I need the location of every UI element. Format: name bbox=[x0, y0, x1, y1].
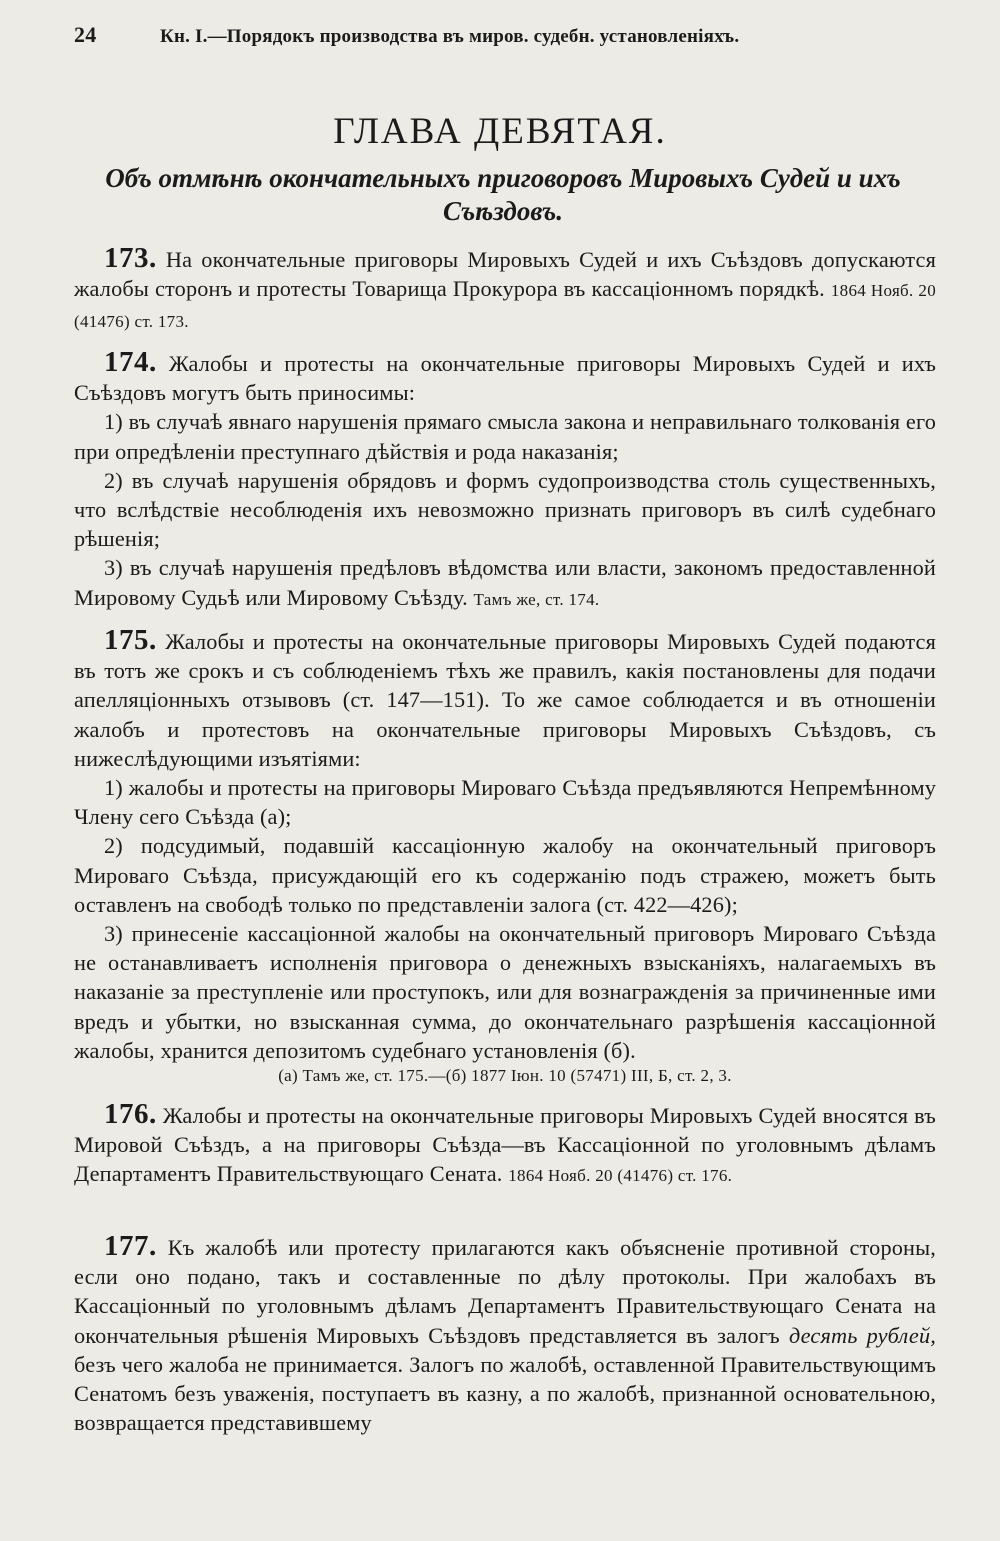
article-source: Тамъ же, ст. 174. bbox=[473, 589, 600, 609]
list-item: 2) въ случаѣ нарушенія обрядовъ и формъ судопроизводства столь существенныхъ, что вслѣдствіе несоблюденія ихъ невозможно признать приговоръ въ силѣ судебнаго рѣшенія; bbox=[74, 467, 936, 552]
list-item-text: 3) въ случаѣ нарушенія предѣловъ вѣдомства или власти, закономъ предоставленной Мировому Судьѣ или Мировому Съѣзду. bbox=[74, 555, 936, 610]
article-173 bbox=[74, 244, 936, 337]
running-title: Кн. I.—Порядокъ производства въ миров. судебн. установленіяхъ. bbox=[160, 26, 740, 47]
article-text-end: безъ чего жалоба не принимается. Залогъ по жалобѣ, оставленной Правительствующимъ Сенатомъ безъ уваженія, поступаетъ въ казну, а по жалобѣ, признанной основательною, возвращается представившему bbox=[74, 1351, 936, 1436]
article-177 bbox=[74, 1232, 936, 1437]
article-source: 1864 Нояб. 20 (41476) ст. 176. bbox=[508, 1166, 733, 1186]
list-item: 2) подсудимый, подавшій кассаціонную жалобу на окончательный приговоръ Мироваго Съѣзда, присуждающій его къ содержанію подъ стражею, можетъ быть оставленъ на свободѣ только по представленіи залога (ст. 422—426); bbox=[74, 833, 936, 917]
article-176-paragraph bbox=[74, 1100, 936, 1191]
article-text: Жалобы и протесты на окончательные приговоры Мировыхъ Судей подаются въ тотъ же срокъ и съ соблюденіемъ тѣхъ же правилъ, какія постановлены для подачи апелляціонныхъ отзывовъ (ст. 147—151). То же самое соблюдается и въ отношеніи жалобъ и протестовъ на окончательные приговоры Мировыхъ Съѣздовъ, съ нижеслѣдующими изъятіями: bbox=[74, 629, 936, 771]
chapter-title: ГЛАВА ДЕВЯТАЯ. bbox=[333, 111, 667, 152]
list-item: 1) въ случаѣ явнаго нарушенія прямаго смысла закона и неправильнаго толкованія его при опредѣленіи преступнаго дѣйствія и рода наказанія; bbox=[74, 409, 936, 464]
article-174-paragraph bbox=[74, 348, 936, 407]
article-number: 175. bbox=[104, 624, 157, 656]
article-source: 1864 Нояб. 20 (41476) ст. 173. bbox=[74, 281, 936, 332]
article-number: 173. bbox=[104, 242, 157, 274]
page-number: 24 bbox=[74, 22, 97, 47]
emphasized-amount: десять рублей, bbox=[788, 1322, 936, 1348]
footnote: (а) Тамъ же, ст. 175.—(б) 1877 Іюн. 10 (57471) III, Б, ст. 2, 3. bbox=[278, 1066, 732, 1086]
article-number: 174. bbox=[104, 346, 157, 378]
article-text-start: Къ жалобѣ или протесту прилагаются какъ объясненіе противной стороны, если оно подано, такъ и составленные по дѣлу протоколы. При жалобахъ въ Кассаціонный по уголовнымъ дѣламъ Департаментъ Правительствующаго Сената на окончательныя рѣшенія Мировыхъ Съѣздовъ представляется въ залогъ bbox=[74, 1235, 936, 1348]
list-item bbox=[74, 553, 936, 613]
article-text: На окончательные приговоры Мировыхъ Судей и ихъ Съѣздовъ допускаются жалобы сторонъ и протесты Товарища Прокурора въ кассаціонномъ порядкѣ. bbox=[74, 247, 936, 302]
chapter-subtitle: Объ отмѣнѣ окончательныхъ приговоровъ Мировыхъ Судей и ихъ Съѣздовъ. bbox=[105, 163, 901, 226]
list-item: 3) принесеніе кассаціонной жалобы на окончательный приговоръ Мироваго Съѣзда не останавливаетъ исполненія приговора о денежныхъ взысканіяхъ, налагаемыхъ въ наказаніе за преступленіе или проступокъ, или для вознагражденія за причиненные ими вредъ и убытки, но взысканная сумма, до окончательнаго разрѣшенія кассаціонной жалобы, хранится депозитомъ судебнаго установленія (б). bbox=[74, 921, 936, 1063]
article-text: Жалобы и протесты на окончательные приговоры Мировыхъ Судей и ихъ Съѣздовъ могутъ быть приносимы: bbox=[74, 351, 936, 406]
article-number: 177. bbox=[104, 1230, 157, 1262]
article-number: 176. bbox=[104, 1098, 157, 1130]
article-text: Жалобы и протесты на окончательные приговоры Мировыхъ Судей вносятся въ Мировой Съѣздъ, а на приговоры Съѣзда—въ Кассаціонной по уголовнымъ дѣламъ Департаментъ Правительствующаго Сената. bbox=[74, 1103, 936, 1187]
article-175-paragraph bbox=[74, 626, 936, 773]
article-173-paragraph bbox=[74, 244, 936, 337]
article-174 bbox=[74, 348, 936, 614]
article-175 bbox=[74, 626, 936, 1087]
article-177-paragraph bbox=[74, 1232, 936, 1437]
list-item: 1) жалобы и протесты на приговоры Мироваго Съѣзда предъявляются Непремѣнному Члену сего Съѣзда (а); bbox=[74, 775, 936, 830]
running-header bbox=[74, 22, 934, 48]
article-176 bbox=[74, 1100, 936, 1191]
